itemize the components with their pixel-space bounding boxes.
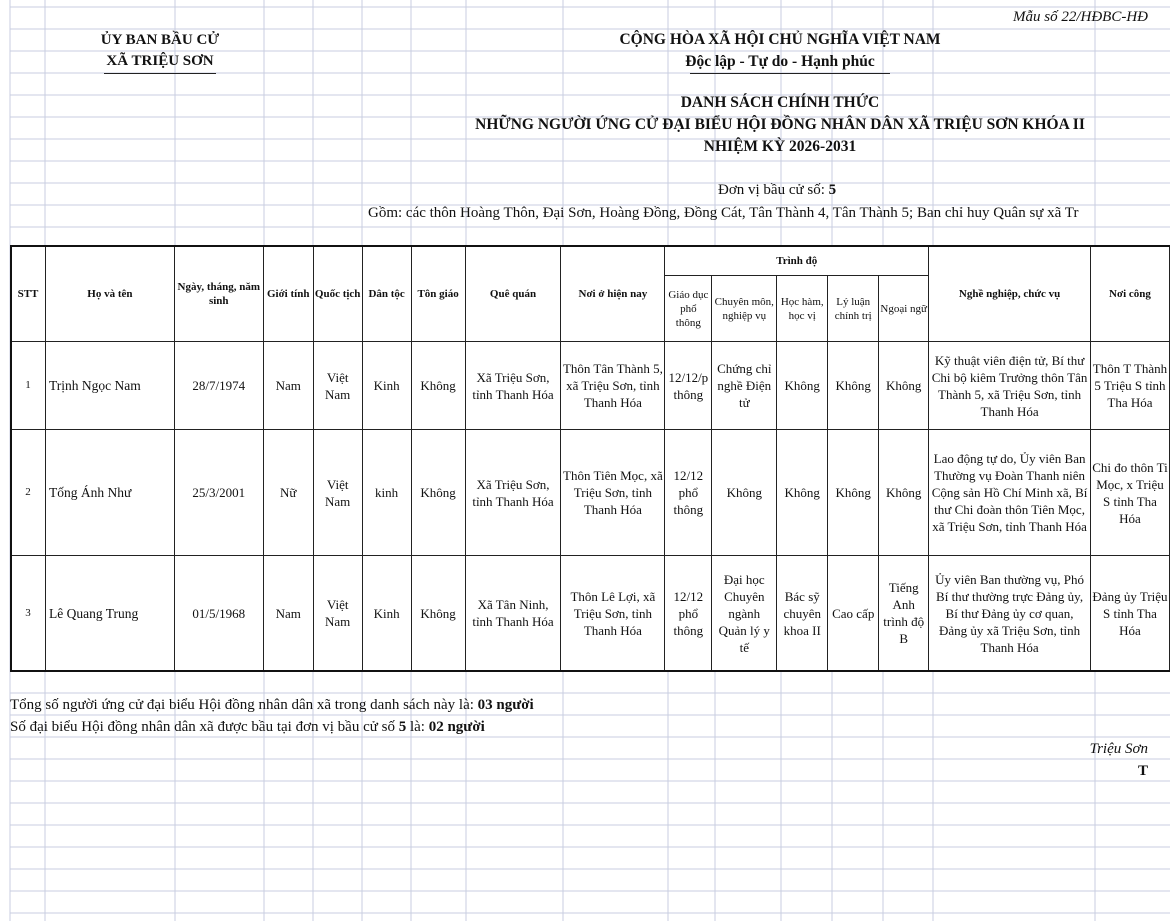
- cell-religion: Không: [411, 342, 465, 430]
- elected-count-unit: 5: [398, 719, 407, 735]
- cell-academic: Không: [777, 342, 828, 430]
- electoral-unit-label: Đơn vị bầu cử số:: [718, 182, 825, 198]
- issuer-line-2: XÃ TRIỆU SƠN: [106, 53, 214, 69]
- cell-residence: Thôn Lê Lợi, xã Triệu Sơn, tỉnh Thanh Hóa: [561, 556, 665, 671]
- cell-residence: Thôn Tân Thành 5, xã Triệu Sơn, tỉnh Thanh Hóa: [561, 342, 665, 430]
- col-header-professional: Chuyên môn, nghiệp vụ: [712, 276, 777, 342]
- cell-stt: 3: [11, 556, 46, 671]
- cell-foreign-lang: Không: [879, 430, 929, 556]
- signature-initial: T: [1137, 763, 1148, 779]
- col-header-nationality: Quốc tịch: [313, 246, 362, 342]
- cell-nationality: Việt Nam: [313, 342, 362, 430]
- elected-count-label-b: là:: [409, 719, 425, 735]
- col-header-academic: Học hàm, học vị: [777, 276, 828, 342]
- cell-dob: 01/5/1968: [174, 556, 263, 671]
- cell-hometown: Xã Tân Ninh, tỉnh Thanh Hóa: [465, 556, 561, 671]
- col-header-residence: Nơi ở hiện nay: [561, 246, 665, 342]
- cell-stt: 1: [11, 342, 46, 430]
- cell-occupation: Kỹ thuật viên điện tử, Bí thư Chi bộ kiêm Trưởng thôn Tân Thành 5, xã Triệu Sơn, tỉnh Thanh Hóa: [929, 342, 1091, 430]
- col-header-hometown: Quê quán: [465, 246, 561, 342]
- elected-count: [10, 719, 485, 736]
- cell-hometown: Xã Triệu Sơn, tỉnh Thanh Hóa: [465, 342, 561, 430]
- col-header-political: Lý luận chính trị: [828, 276, 879, 342]
- signature-place: Triệu Sơn: [1089, 741, 1148, 757]
- doc-title-line-2: NHỮNG NGƯỜI ỨNG CỬ ĐẠI BIỂU HỘI ĐỒNG NHÂN DÂN XÃ TRIỆU SƠN KHÓA II: [475, 116, 1085, 133]
- col-header-religion: Tôn giáo: [411, 246, 465, 342]
- included-areas: Gồm: các thôn Hoàng Thôn, Đại Sơn, Hoàng Đồng, Đồng Cát, Tân Thành 4, Tân Thành 5; Ban chỉ huy Quân sự xã Tr: [368, 205, 1079, 221]
- national-motto: Độc lập - Tự do - Hạnh phúc: [685, 53, 875, 70]
- cell-dob: 28/7/1974: [174, 342, 263, 430]
- col-header-stt: STT: [11, 246, 46, 342]
- cell-general-edu: 12/12 phổ thông: [665, 556, 712, 671]
- col-header-education-group: Trình độ: [665, 246, 929, 276]
- col-header-name: Họ và tên: [45, 246, 174, 342]
- cell-residence: Thôn Tiên Mọc, xã Triệu Sơn, tỉnh Thanh Hóa: [561, 430, 665, 556]
- cell-gender: Nam: [263, 342, 313, 430]
- cell-name: Tống Ánh Như: [45, 430, 174, 556]
- doc-title-line-3: NHIỆM KỲ 2026-2031: [703, 138, 857, 155]
- col-header-gender: Giới tính: [263, 246, 313, 342]
- elected-count-label-a: Số đại biểu Hội đồng nhân dân xã được bầu tại đơn vị bầu cử số: [10, 719, 395, 735]
- electoral-unit: [718, 182, 836, 199]
- elected-count-value: 02 người: [428, 719, 485, 735]
- cell-ethnicity: kinh: [362, 430, 411, 556]
- electoral-unit-number: 5: [828, 182, 837, 198]
- table-row: [11, 556, 1170, 671]
- col-header-ethnicity: Dân tộc: [362, 246, 411, 342]
- cell-workplace: Đảng ủy Triệu S tỉnh Tha Hóa: [1090, 556, 1169, 671]
- cell-general-edu: 12/12 phổ thông: [665, 430, 712, 556]
- col-header-occupation: Nghề nghiệp, chức vụ: [929, 246, 1091, 342]
- cell-political: Không: [828, 342, 879, 430]
- cell-ethnicity: Kinh: [362, 342, 411, 430]
- cell-gender: Nữ: [263, 430, 313, 556]
- candidate-table: [10, 245, 1170, 671]
- cell-occupation: Ủy viên Ban thường vụ, Phó Bí thư thường trực Đảng ủy, Bí thư Đảng ủy cơ quan, Đảng ủy xã Triệu Sơn, tỉnh Thanh Hóa: [929, 556, 1091, 671]
- col-header-workplace: Nơi công: [1090, 246, 1169, 342]
- cell-ethnicity: Kinh: [362, 556, 411, 671]
- issuer-line-1: ỦY BAN BẦU CỬ: [100, 32, 220, 48]
- issuer-underline: [104, 73, 216, 74]
- doc-title-line-1: DANH SÁCH CHÍNH THỨC: [680, 94, 880, 111]
- cell-workplace: Thôn T Thành 5 Triệu S tỉnh Tha Hóa: [1090, 342, 1169, 430]
- cell-political: Không: [828, 430, 879, 556]
- cell-workplace: Chi đo thôn Ti Mọc, x Triệu S tỉnh Tha Hóa: [1090, 430, 1169, 556]
- total-candidates-label: Tổng số người ứng cử đại biểu Hội đồng nhân dân xã trong danh sách này là:: [10, 697, 474, 713]
- cell-academic: Bác sỹ chuyên khoa II: [777, 556, 828, 671]
- cell-professional: Không: [712, 430, 777, 556]
- cell-name: Lê Quang Trung: [45, 556, 174, 671]
- col-header-foreign-lang: Ngoại ngữ: [879, 276, 929, 342]
- cell-professional: Chứng chỉ nghề Điện tử: [712, 342, 777, 430]
- total-candidates-value: 03 người: [477, 697, 534, 713]
- cell-nationality: Việt Nam: [313, 556, 362, 671]
- national-title: CỘNG HÒA XÃ HỘI CHỦ NGHĨA VIỆT NAM: [619, 31, 941, 48]
- table-row: [11, 342, 1170, 430]
- cell-dob: 25/3/2001: [174, 430, 263, 556]
- cell-name: Trịnh Ngọc Nam: [45, 342, 174, 430]
- cell-occupation: Lao động tự do, Ủy viên Ban Thường vụ Đoàn Thanh niên Cộng sản Hồ Chí Minh xã, Bí thư Chi đoàn thôn Tiên Mọc, xã Triệu Sơn, tỉnh Thanh Hóa: [929, 430, 1091, 556]
- col-header-dob: Ngày, tháng, năm sinh: [174, 246, 263, 342]
- cell-gender: Nam: [263, 556, 313, 671]
- table-row: [11, 430, 1170, 556]
- cell-political: Cao cấp: [828, 556, 879, 671]
- cell-professional: Đại học Chuyên ngành Quản lý y tế: [712, 556, 777, 671]
- cell-stt: 2: [11, 430, 46, 556]
- total-candidates: [10, 697, 534, 714]
- cell-religion: Không: [411, 556, 465, 671]
- cell-academic: Không: [777, 430, 828, 556]
- cell-nationality: Việt Nam: [313, 430, 362, 556]
- cell-foreign-lang: Không: [879, 342, 929, 430]
- motto-underline: [690, 73, 890, 74]
- cell-religion: Không: [411, 430, 465, 556]
- cell-general-edu: 12/12/p thông: [665, 342, 712, 430]
- cell-foreign-lang: Tiếng Anh trình độ B: [879, 556, 929, 671]
- form-number: Mẫu số 22/HĐBC-HĐ: [1013, 9, 1148, 25]
- col-header-general-edu: Giáo dục phổ thông: [665, 276, 712, 342]
- cell-hometown: Xã Triệu Sơn, tỉnh Thanh Hóa: [465, 430, 561, 556]
